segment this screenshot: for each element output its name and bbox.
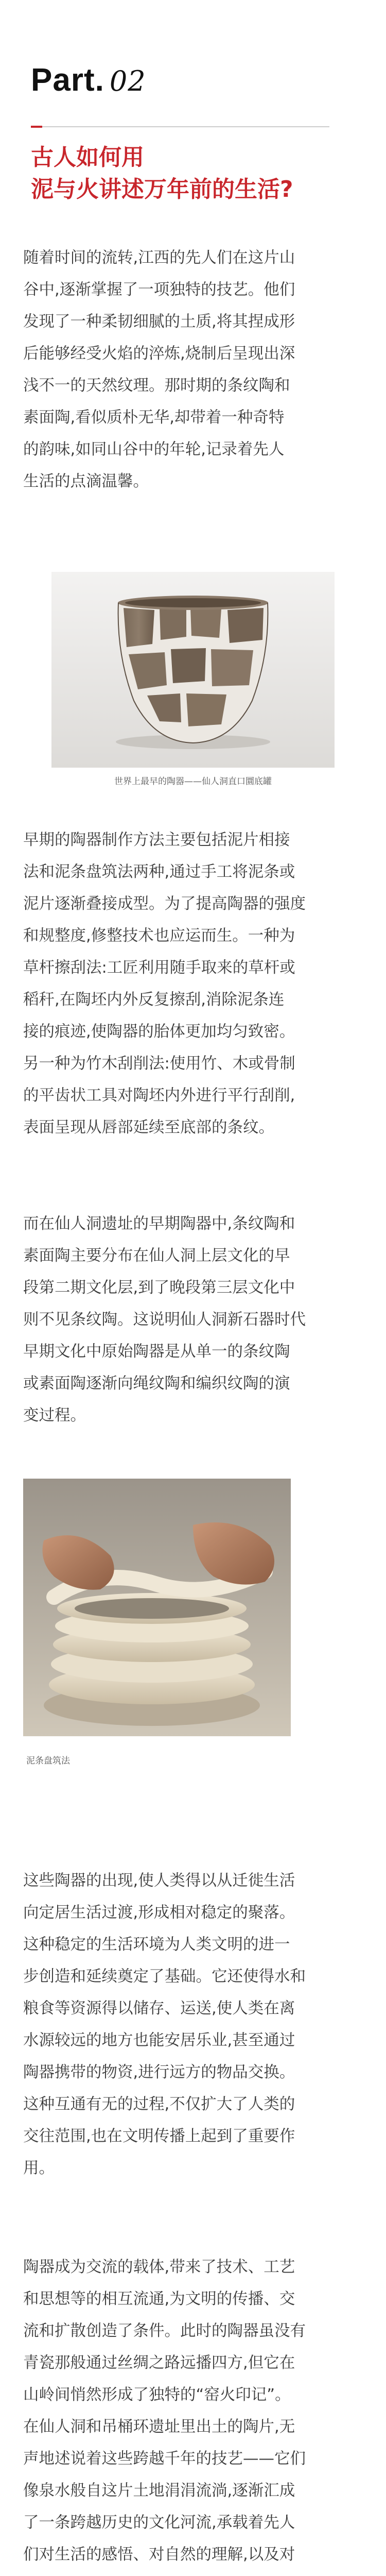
paragraph-5 bbox=[23, 2251, 358, 2576]
paragraph-line: 向定居生活过渡,形成相对稳定的聚落。 bbox=[23, 1904, 295, 1922]
paragraph-line: 发现了一种柔韧细腻的土质,将其捏成形 bbox=[23, 313, 295, 331]
pot-photo bbox=[51, 572, 335, 768]
coil-caption: 泥条盘筑法 bbox=[26, 1756, 70, 1766]
pottery-jar-illustration bbox=[51, 572, 335, 768]
paragraph-line: 早期文化中原始陶器是从单一的条纹陶 bbox=[23, 1343, 290, 1361]
paragraph-line: 和思想等的相互流通,为文明的传播、交 bbox=[23, 2290, 295, 2308]
paragraph-line: 接的痕迹,使陶器的胎体更加均匀致密。 bbox=[23, 1023, 295, 1041]
paragraph-line bbox=[23, 2571, 358, 2576]
headline-line-2: 泥与火讲述万年前的生活? bbox=[31, 176, 293, 202]
headline-line-1: 古人如何用 bbox=[31, 144, 144, 171]
paragraph-line: 山岭间悄然形成了独特的“窑火印记”。 bbox=[23, 2386, 291, 2404]
pot-figure bbox=[51, 572, 335, 787]
paragraph-line: 陶器携带的物资,进行远方的物品交换。 bbox=[23, 2063, 295, 2081]
paragraph-line: 则不见条纹陶。这说明仙人洞新石器时代 bbox=[23, 1311, 306, 1329]
paragraph-line: 素面陶主要分布在仙人洞上层文化的早 bbox=[23, 1247, 290, 1265]
paragraph-line: 草杆擦刮法:工匠利用随手取来的草杆或 bbox=[23, 959, 295, 977]
headline bbox=[31, 142, 350, 206]
paragraph-line: 素面陶,看似质朴无华,却带着一种奇特 bbox=[23, 409, 285, 427]
paragraph-line: 的韵味,如同山谷中的年轮,记录着先人 bbox=[23, 440, 285, 459]
paragraph-line: 了一条跨越历史的文化河流,承载着先人 bbox=[23, 2514, 295, 2532]
paragraph-line: 这种互通有无的过程,不仅扩大了人类的 bbox=[23, 2095, 295, 2113]
paragraph-line: 段第二期文化层,到了晚段第三层文化中 bbox=[23, 1279, 295, 1297]
paragraph-line: 像泉水般自这片土地涓涓流淌,逐渐汇成 bbox=[23, 2482, 295, 2500]
paragraph-line: 谷中,逐渐掌握了一项独特的技艺。他们 bbox=[23, 281, 295, 299]
paragraph-line: 法和泥条盘筑法两种,通过手工将泥条或 bbox=[23, 863, 295, 881]
title-divider-accent bbox=[31, 126, 42, 128]
paragraph-line: 这些陶器的出现,使人类得以从迁徙生活 bbox=[23, 1872, 295, 1890]
part-label: Part. bbox=[31, 62, 104, 98]
paragraph-3 bbox=[23, 1208, 358, 1432]
paragraph-1 bbox=[23, 242, 358, 498]
paragraph-line: 用。 bbox=[23, 2159, 55, 2177]
title-divider bbox=[31, 126, 329, 127]
paragraph-line: 这种稳定的生活环境为人类文明的进一 bbox=[23, 1936, 290, 1954]
pot-caption: 世界上最早的陶器——仙人洞直口圜底罐 bbox=[114, 776, 272, 787]
part-title bbox=[31, 62, 146, 98]
coil-method-illustration bbox=[23, 1479, 291, 1736]
paragraph-4 bbox=[23, 1865, 358, 2184]
paragraph-line: 们对生活的感悟、对自然的理解,以及对 bbox=[23, 2546, 295, 2564]
paragraph-line: 陶器成为交流的载体,带来了技术、工艺 bbox=[23, 2258, 295, 2276]
paragraph-line: 后能够经受火焰的淬炼,烧制后呈现出深 bbox=[23, 345, 295, 363]
paragraph-line: 变过程。 bbox=[23, 1406, 86, 1425]
paragraph-line: 表面呈现从唇部延续至底部的条纹。 bbox=[23, 1118, 274, 1137]
paragraph-line: 的平齿状工具对陶坯内外进行平行刮削, bbox=[23, 1087, 295, 1105]
paragraph-line: 交往范围,也在文明传播上起到了重要作 bbox=[23, 2127, 295, 2145]
paragraph-line: 浅不一的天然纹理。那时期的条纹陶和 bbox=[23, 377, 290, 395]
paragraph-line: 泥片逐渐叠接成型。为了提高陶器的强度 bbox=[23, 895, 306, 913]
paragraph-line: 流和扩散创造了条件。此时的陶器虽没有 bbox=[23, 2322, 306, 2340]
paragraph-line: 而在仙人洞遗址的早期陶器中,条纹陶和 bbox=[23, 1215, 295, 1233]
paragraph-line: 青瓷那般通过丝绸之路远播四方,但它在 bbox=[23, 2354, 295, 2372]
paragraph-line: 生活的点滴温馨。 bbox=[23, 472, 149, 490]
paragraph-line: 或素面陶逐渐向绳纹陶和编织纹陶的演 bbox=[23, 1375, 290, 1393]
paragraph-2 bbox=[23, 824, 358, 1144]
paragraph-line: 早期的陶器制作方法主要包括泥片相接 bbox=[23, 831, 290, 849]
part-number: 02 bbox=[109, 65, 146, 97]
paragraph-line: 步创造和延续奠定了基础。它还使得水和 bbox=[23, 1968, 306, 1986]
paragraph-line: 随着时间的流转,江西的先人们在这片山 bbox=[23, 249, 295, 267]
paragraph-line: 和规整度,修整技术也应运而生。一种为 bbox=[23, 927, 295, 945]
paragraph-line: 稻秆,在陶坯内外反复擦刮,消除泥条连 bbox=[23, 991, 285, 1009]
paragraph-line: 粮食等资源得以储存、运送,使人类在离 bbox=[23, 1999, 295, 2018]
paragraph-line: 另一种为竹木刮削法:使用竹、木或骨制 bbox=[23, 1055, 295, 1073]
paragraph-line: 水源较远的地方也能安居乐业,甚至通过 bbox=[23, 2031, 295, 2049]
coil-method-photo bbox=[23, 1479, 291, 1736]
paragraph-line: 在仙人洞和吊桶环遗址里出土的陶片,无 bbox=[23, 2418, 295, 2436]
paragraph-line: 声地述说着这些跨越千年的技艺——它们 bbox=[23, 2450, 306, 2468]
